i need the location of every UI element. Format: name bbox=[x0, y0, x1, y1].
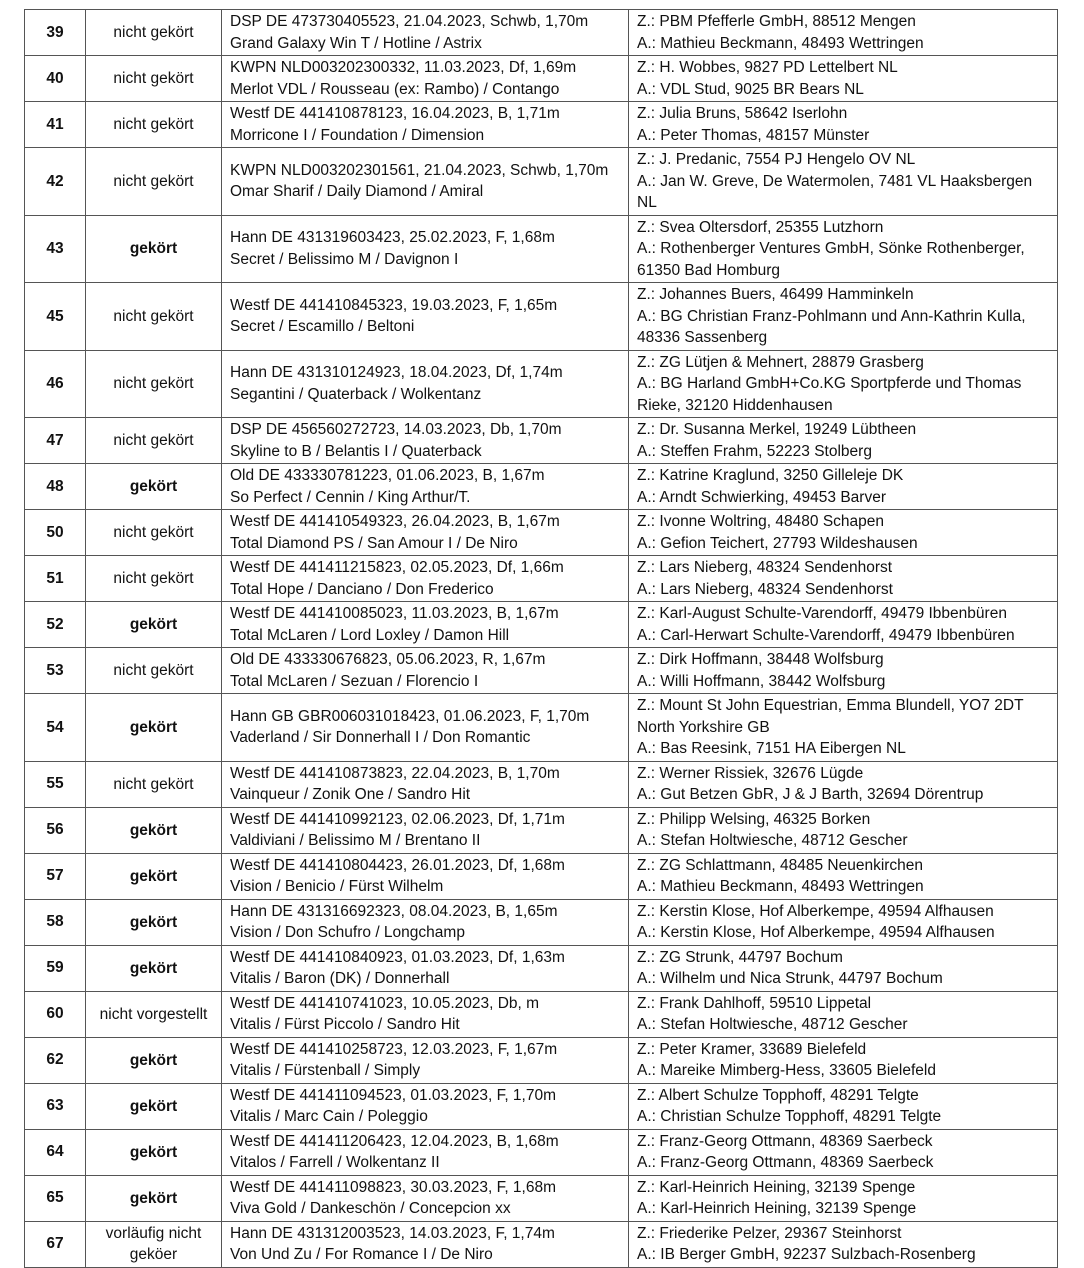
licensing-status-text: gekört bbox=[129, 1097, 178, 1115]
breeder-line: Z.: ZG Schlattmann, 48485 Neuenkirchen bbox=[637, 856, 924, 874]
breeder-exhibitor bbox=[629, 350, 1058, 418]
licensing-status-text: gekört bbox=[129, 240, 178, 258]
exhibitor-line: A.: Carl-Herwart Schulte-Varendorff, 49479 Ibbenbüren bbox=[637, 626, 1015, 644]
exhibitor-line: A.: Mathieu Beckmann, 48493 Wettringen bbox=[637, 878, 924, 895]
exhibitor-line: A.: Lars Nieberg, 48324 Sendenhorst bbox=[637, 580, 893, 598]
licensing-status bbox=[86, 10, 222, 56]
licensing-status bbox=[86, 102, 222, 148]
horse-details bbox=[222, 510, 629, 556]
table-row bbox=[25, 807, 1058, 853]
breeder-line: Z.: PBM Pfefferle GmbH, 88512 Mengen bbox=[637, 13, 916, 30]
licensing-status-text: nicht gekört bbox=[113, 524, 194, 541]
horse-registration-line: Westf DE 441410085023, 11.03.2023, B, 1,67m bbox=[230, 605, 559, 622]
catalog-number: 51 bbox=[25, 556, 86, 602]
catalog-number: 42 bbox=[25, 148, 86, 216]
results-table bbox=[24, 9, 1058, 1268]
horse-registration-line: Westf DE 441410845323, 19.03.2023, F, 1,65m bbox=[230, 296, 558, 314]
breeder-exhibitor bbox=[629, 648, 1058, 694]
horse-details bbox=[222, 56, 629, 102]
breeder-exhibitor bbox=[629, 602, 1058, 648]
horse-details bbox=[222, 148, 629, 216]
catalog-number: 59 bbox=[25, 945, 86, 991]
exhibitor-line: A.: Kerstin Klose, Hof Alberkempe, 49594 Alfhausen bbox=[637, 924, 995, 941]
horse-pedigree-line: Morricone I / Foundation / Dimension bbox=[230, 126, 485, 144]
horse-details bbox=[222, 283, 629, 351]
catalog-number: 55 bbox=[25, 761, 86, 807]
table-row bbox=[25, 464, 1058, 510]
breeder-line: Z.: Lars Nieberg, 48324 Sendenhorst bbox=[637, 559, 893, 576]
licensing-status bbox=[86, 464, 222, 510]
breeder-exhibitor bbox=[629, 1129, 1058, 1175]
exhibitor-line: A.: Karl-Heinrich Heining, 32139 Spenge bbox=[637, 1200, 917, 1217]
horse-details bbox=[222, 807, 629, 853]
breeder-exhibitor bbox=[629, 694, 1058, 762]
catalog-number: 56 bbox=[25, 807, 86, 853]
horse-registration-line: Hann DE 431319603423, 25.02.2023, F, 1,68m bbox=[230, 229, 555, 247]
licensing-status bbox=[86, 991, 222, 1037]
licensing-status-text: nicht gekört bbox=[113, 375, 194, 393]
horse-pedigree-line: Total Diamond PS / San Amour I / De Niro bbox=[230, 534, 518, 552]
horse-registration-line: KWPN NLD003202300332, 11.03.2023, Df, 1,69m bbox=[230, 59, 577, 76]
licensing-status-text: gekört bbox=[129, 913, 178, 931]
catalog-number: 63 bbox=[25, 1083, 86, 1129]
horse-details bbox=[222, 1037, 629, 1083]
table-row bbox=[25, 350, 1058, 418]
licensing-status bbox=[86, 556, 222, 602]
breeder-line: Z.: Svea Oltersdorf, 25355 Lutzhorn bbox=[637, 218, 884, 236]
exhibitor-line: A.: BG Christian Franz-Pohlmann und Ann-Kathrin Kulla, 48336 Sassenberg bbox=[637, 307, 1026, 346]
horse-registration-line: Westf DE 441411215823, 02.05.2023, Df, 1,66m bbox=[230, 559, 564, 576]
licensing-status-text: gekört bbox=[129, 1189, 178, 1207]
exhibitor-line: A.: Gefion Teichert, 27793 Wildeshausen bbox=[637, 534, 918, 552]
horse-details bbox=[222, 418, 629, 464]
licensing-status-text: gekört bbox=[129, 616, 178, 633]
horse-registration-line: Westf DE 441411206423, 12.04.2023, B, 1,68m bbox=[230, 1132, 559, 1150]
horse-registration-line: DSP DE 456560272723, 14.03.2023, Db, 1,70m bbox=[230, 421, 562, 438]
breeder-exhibitor bbox=[629, 1083, 1058, 1129]
licensing-status bbox=[86, 1083, 222, 1129]
horse-registration-line: DSP DE 473730405523, 21.04.2023, Schwb, 1,70m bbox=[230, 13, 589, 30]
breeder-exhibitor bbox=[629, 945, 1058, 991]
horse-registration-line: Hann DE 431310124923, 18.04.2023, Df, 1,74m bbox=[230, 364, 563, 382]
licensing-status bbox=[86, 853, 222, 899]
breeder-exhibitor bbox=[629, 899, 1058, 945]
licensing-status-text: nicht gekört bbox=[113, 570, 194, 587]
breeder-line: Z.: ZG Strunk, 44797 Bochum bbox=[637, 948, 843, 966]
horse-pedigree-line: Grand Galaxy Win T / Hotline / Astrix bbox=[230, 34, 482, 52]
horse-pedigree-line: Vitalos / Farrell / Wolkentanz II bbox=[230, 1154, 440, 1171]
horse-details bbox=[222, 102, 629, 148]
horse-registration-line: Westf DE 441410840923, 01.03.2023, Df, 1,63m bbox=[230, 948, 565, 966]
breeder-exhibitor bbox=[629, 102, 1058, 148]
horse-registration-line: Westf DE 441410741023, 10.05.2023, Db, m bbox=[230, 994, 540, 1012]
exhibitor-line: A.: Peter Thomas, 48157 Münster bbox=[637, 126, 870, 144]
catalog-number: 64 bbox=[25, 1129, 86, 1175]
licensing-status bbox=[86, 945, 222, 991]
breeder-exhibitor bbox=[629, 853, 1058, 899]
licensing-status-text: gekört bbox=[129, 959, 178, 977]
licensing-status-text: gekört bbox=[129, 1143, 178, 1161]
horse-pedigree-line: Segantini / Quaterback / Wolkentanz bbox=[230, 385, 482, 403]
catalog-number: 41 bbox=[25, 102, 86, 148]
horse-details bbox=[222, 1175, 629, 1221]
breeder-exhibitor bbox=[629, 283, 1058, 351]
breeder-line: Z.: Friederike Pelzer, 29367 Steinhorst bbox=[637, 1224, 902, 1242]
breeder-line: Z.: Albert Schulze Topphoff, 48291 Telgte bbox=[637, 1086, 919, 1104]
table-row bbox=[25, 283, 1058, 351]
catalog-number: 45 bbox=[25, 283, 86, 351]
horse-details bbox=[222, 1083, 629, 1129]
licensing-status-text: nicht gekört bbox=[113, 662, 194, 679]
catalog-number: 65 bbox=[25, 1175, 86, 1221]
licensing-status bbox=[86, 148, 222, 216]
licensing-status bbox=[86, 602, 222, 648]
licensing-status-text: nicht gekört bbox=[113, 775, 194, 793]
breeder-line: Z.: Mount St John Equestrian, Emma Blundell, YO7 2DT North Yorkshire GB bbox=[637, 697, 1024, 736]
breeder-exhibitor bbox=[629, 215, 1058, 283]
breeder-line: Z.: Peter Kramer, 33689 Bielefeld bbox=[637, 1040, 867, 1058]
catalog-number: 58 bbox=[25, 899, 86, 945]
licensing-status-text: nicht gekört bbox=[113, 116, 194, 133]
exhibitor-line: A.: BG Harland GmbH+Co.KG Sportpferde und Thomas Rieke, 32120 Hiddenhausen bbox=[637, 375, 1022, 414]
horse-details bbox=[222, 350, 629, 418]
horse-pedigree-line: Total Hope / Danciano / Don Frederico bbox=[230, 580, 494, 598]
table-row bbox=[25, 602, 1058, 648]
licensing-status bbox=[86, 761, 222, 807]
breeder-line: Z.: Katrine Kraglund, 3250 Gilleleje DK bbox=[637, 467, 904, 484]
breeder-exhibitor bbox=[629, 1221, 1058, 1267]
breeder-exhibitor bbox=[629, 510, 1058, 556]
horse-pedigree-line: Vainqueur / Zonik One / Sandro Hit bbox=[230, 786, 471, 803]
table-row bbox=[25, 1221, 1058, 1267]
breeder-exhibitor bbox=[629, 1175, 1058, 1221]
exhibitor-line: A.: Gut Betzen GbR, J & J Barth, 32694 Dörentrup bbox=[637, 786, 984, 803]
horse-pedigree-line: Vitalis / Fürst Piccolo / Sandro Hit bbox=[230, 1016, 460, 1033]
horse-details bbox=[222, 1221, 629, 1267]
horse-pedigree-line: Valdiviani / Belissimo M / Brentano II bbox=[230, 832, 481, 849]
licensing-status bbox=[86, 418, 222, 464]
exhibitor-line: A.: Christian Schulze Topphoff, 48291 Telgte bbox=[637, 1108, 942, 1125]
horse-registration-line: Westf DE 441410873823, 22.04.2023, B, 1,70m bbox=[230, 764, 560, 782]
horse-pedigree-line: Secret / Belissimo M / Davignon I bbox=[230, 250, 459, 268]
horse-registration-line: Hann GB GBR006031018423, 01.06.2023, F, 1,70m bbox=[230, 707, 590, 725]
table-row bbox=[25, 418, 1058, 464]
exhibitor-line: A.: Bas Reesink, 7151 HA Eibergen NL bbox=[637, 740, 906, 757]
breeder-exhibitor bbox=[629, 991, 1058, 1037]
catalog-number: 43 bbox=[25, 215, 86, 283]
licensing-status-text: gekört bbox=[129, 821, 178, 839]
horse-details bbox=[222, 761, 629, 807]
horse-details bbox=[222, 853, 629, 899]
breeder-line: Z.: ZG Lütjen & Mehnert, 28879 Grasberg bbox=[637, 353, 924, 371]
breeder-line: Z.: Dirk Hoffmann, 38448 Wolfsburg bbox=[637, 651, 884, 668]
horse-details bbox=[222, 694, 629, 762]
licensing-status-text: gekört bbox=[129, 867, 178, 885]
licensing-status-text: vorläufig nicht geköer bbox=[105, 1225, 202, 1263]
licensing-status bbox=[86, 648, 222, 694]
catalog-number: 67 bbox=[25, 1221, 86, 1267]
breeder-exhibitor bbox=[629, 56, 1058, 102]
licensing-status-text: nicht gekört bbox=[113, 70, 194, 87]
breeder-line: Z.: Philipp Welsing, 46325 Borken bbox=[637, 810, 871, 828]
licensing-status-text: gekört bbox=[129, 1051, 178, 1069]
horse-registration-line: Westf DE 441411094523, 01.03.2023, F, 1,70m bbox=[230, 1086, 557, 1104]
catalog-number: 48 bbox=[25, 464, 86, 510]
exhibitor-line: A.: Stefan Holtwiesche, 48712 Gescher bbox=[637, 832, 908, 849]
table-row bbox=[25, 853, 1058, 899]
licensing-status-text: nicht gekört bbox=[113, 172, 194, 190]
licensing-status bbox=[86, 694, 222, 762]
horse-registration-line: Hann DE 431312003523, 14.03.2023, F, 1,74m bbox=[230, 1224, 555, 1242]
breeder-line: Z.: Ivonne Woltring, 48480 Schapen bbox=[637, 513, 885, 530]
licensing-status bbox=[86, 899, 222, 945]
horse-pedigree-line: Merlot VDL / Rousseau (ex: Rambo) / Contango bbox=[230, 80, 560, 98]
horse-details bbox=[222, 215, 629, 283]
table-row bbox=[25, 1175, 1058, 1221]
horse-pedigree-line: Vision / Don Schufro / Longchamp bbox=[230, 924, 465, 941]
horse-details bbox=[222, 1129, 629, 1175]
exhibitor-line: A.: Mareike Mimberg-Hess, 33605 Bielefeld bbox=[637, 1062, 936, 1079]
table-row bbox=[25, 1037, 1058, 1083]
breeder-exhibitor bbox=[629, 10, 1058, 56]
horse-pedigree-line: Vitalis / Baron (DK) / Donnerhall bbox=[230, 970, 450, 987]
breeder-line: Z.: Werner Rissiek, 32676 Lügde bbox=[637, 764, 864, 782]
horse-pedigree-line: Omar Sharif / Daily Diamond / Amiral bbox=[230, 183, 484, 201]
horse-registration-line: Westf DE 441410992123, 02.06.2023, Df, 1,71m bbox=[230, 810, 565, 828]
results-table-body bbox=[25, 10, 1058, 1268]
table-row bbox=[25, 148, 1058, 216]
licensing-status bbox=[86, 807, 222, 853]
horse-registration-line: Westf DE 441410549323, 26.04.2023, B, 1,67m bbox=[230, 513, 560, 530]
horse-pedigree-line: Secret / Escamillo / Beltoni bbox=[230, 318, 415, 336]
horse-details bbox=[222, 556, 629, 602]
exhibitor-line: A.: Mathieu Beckmann, 48493 Wettringen bbox=[637, 34, 924, 52]
catalog-number: 46 bbox=[25, 350, 86, 418]
catalog-number: 47 bbox=[25, 418, 86, 464]
licensing-status-text: nicht vorgestellt bbox=[99, 1005, 208, 1023]
table-row bbox=[25, 510, 1058, 556]
horse-pedigree-line: Vitalis / Marc Cain / Poleggio bbox=[230, 1108, 428, 1125]
table-row bbox=[25, 945, 1058, 991]
horse-pedigree-line: Von Und Zu / For Romance I / De Niro bbox=[230, 1246, 493, 1263]
horse-registration-line: KWPN NLD003202301561, 21.04.2023, Schwb, 1,70m bbox=[230, 161, 609, 179]
breeder-line: Z.: Karl-Heinrich Heining, 32139 Spenge bbox=[637, 1178, 916, 1196]
catalog-number: 39 bbox=[25, 10, 86, 56]
exhibitor-line: A.: Willi Hoffmann, 38442 Wolfsburg bbox=[637, 672, 886, 690]
table-row bbox=[25, 1129, 1058, 1175]
exhibitor-line: A.: Jan W. Greve, De Watermolen, 7481 VL Haaksbergen NL bbox=[637, 172, 1033, 211]
table-row bbox=[25, 556, 1058, 602]
breeder-exhibitor bbox=[629, 761, 1058, 807]
breeder-exhibitor bbox=[629, 148, 1058, 216]
horse-details bbox=[222, 602, 629, 648]
exhibitor-line: A.: Steffen Frahm, 52223 Stolberg bbox=[637, 442, 872, 460]
breeder-line: Z.: Karl-August Schulte-Varendorff, 49479 Ibbenbüren bbox=[637, 605, 1007, 622]
horse-pedigree-line: Vision / Benicio / Fürst Wilhelm bbox=[230, 878, 444, 895]
catalog-number: 54 bbox=[25, 694, 86, 762]
licensing-status bbox=[86, 1221, 222, 1267]
licensing-status-text: nicht gekört bbox=[113, 432, 194, 449]
licensing-status bbox=[86, 350, 222, 418]
breeder-line: Z.: H. Wobbes, 9827 PD Lettelbert NL bbox=[637, 59, 898, 76]
horse-details bbox=[222, 945, 629, 991]
exhibitor-line: A.: Franz-Georg Ottmann, 48369 Saerbeck bbox=[637, 1154, 934, 1171]
licensing-status bbox=[86, 283, 222, 351]
catalog-number: 53 bbox=[25, 648, 86, 694]
breeder-exhibitor bbox=[629, 807, 1058, 853]
horse-details bbox=[222, 648, 629, 694]
catalog-number: 50 bbox=[25, 510, 86, 556]
breeder-line: Z.: Dr. Susanna Merkel, 19249 Lübtheen bbox=[637, 421, 917, 438]
breeder-line: Z.: Franz-Georg Ottmann, 48369 Saerbeck bbox=[637, 1132, 933, 1150]
licensing-status-text: nicht gekört bbox=[113, 307, 194, 325]
breeder-line: Z.: Johannes Buers, 46499 Hamminkeln bbox=[637, 286, 914, 303]
table-row bbox=[25, 56, 1058, 102]
licensing-status bbox=[86, 215, 222, 283]
horse-pedigree-line: Skyline to B / Belantis I / Quaterback bbox=[230, 442, 482, 460]
horse-pedigree-line: Total McLaren / Lord Loxley / Damon Hill bbox=[230, 626, 510, 644]
horse-details bbox=[222, 899, 629, 945]
table-row bbox=[25, 761, 1058, 807]
horse-details bbox=[222, 10, 629, 56]
exhibitor-line: A.: Wilhelm und Nica Strunk, 44797 Bochum bbox=[637, 970, 943, 987]
table-row bbox=[25, 215, 1058, 283]
table-row bbox=[25, 899, 1058, 945]
table-row bbox=[25, 648, 1058, 694]
licensing-status-text: gekört bbox=[129, 718, 178, 736]
exhibitor-line: A.: Rothenberger Ventures GmbH, Sönke Rothenberger, 61350 Bad Homburg bbox=[637, 240, 1025, 279]
breeder-line: Z.: Kerstin Klose, Hof Alberkempe, 49594 Alfhausen bbox=[637, 902, 994, 920]
catalog-number: 40 bbox=[25, 56, 86, 102]
horse-registration-line: Westf DE 441410878123, 16.04.2023, B, 1,71m bbox=[230, 105, 560, 122]
licensing-status bbox=[86, 56, 222, 102]
horse-registration-line: Westf DE 441410258723, 12.03.2023, F, 1,67m bbox=[230, 1040, 558, 1058]
breeder-line: Z.: Julia Bruns, 58642 Iserlohn bbox=[637, 105, 848, 122]
catalog-number: 57 bbox=[25, 853, 86, 899]
horse-pedigree-line: Vaderland / Sir Donnerhall I / Don Romantic bbox=[230, 729, 531, 747]
breeder-line: Z.: Frank Dahlhoff, 59510 Lippetal bbox=[637, 994, 872, 1012]
horse-pedigree-line: Total McLaren / Sezuan / Florencio I bbox=[230, 672, 479, 690]
breeder-line: Z.: J. Predanic, 7554 PJ Hengelo OV NL bbox=[637, 151, 916, 168]
horse-registration-line: Hann DE 431316692323, 08.04.2023, B, 1,65m bbox=[230, 902, 558, 920]
licensing-status-text: gekört bbox=[129, 478, 178, 495]
horse-registration-line: Westf DE 441411098823, 30.03.2023, F, 1,68m bbox=[230, 1178, 557, 1196]
catalog-number: 60 bbox=[25, 991, 86, 1037]
licensing-status-text: nicht gekört bbox=[113, 24, 194, 41]
exhibitor-line: A.: Stefan Holtwiesche, 48712 Gescher bbox=[637, 1016, 908, 1033]
breeder-exhibitor bbox=[629, 1037, 1058, 1083]
horse-registration-line: Old DE 433330781223, 01.06.2023, B, 1,67m bbox=[230, 467, 545, 484]
table-row bbox=[25, 1083, 1058, 1129]
catalog-number: 62 bbox=[25, 1037, 86, 1083]
catalog-number: 52 bbox=[25, 602, 86, 648]
exhibitor-line: A.: Arndt Schwierking, 49453 Barver bbox=[637, 488, 886, 506]
breeder-exhibitor bbox=[629, 464, 1058, 510]
table-row bbox=[25, 10, 1058, 56]
horse-pedigree-line: Viva Gold / Dankeschön / Concepcion xx bbox=[230, 1200, 511, 1217]
horse-pedigree-line: So Perfect / Cennin / King Arthur/T. bbox=[230, 488, 471, 506]
exhibitor-line: A.: VDL Stud, 9025 BR Bears NL bbox=[637, 80, 864, 98]
licensing-status bbox=[86, 1175, 222, 1221]
table-row bbox=[25, 991, 1058, 1037]
table-row bbox=[25, 694, 1058, 762]
breeder-exhibitor bbox=[629, 418, 1058, 464]
horse-registration-line: Old DE 433330676823, 05.06.2023, R, 1,67m bbox=[230, 651, 546, 668]
licensing-status bbox=[86, 510, 222, 556]
horse-details bbox=[222, 464, 629, 510]
horse-details bbox=[222, 991, 629, 1037]
horse-pedigree-line: Vitalis / Fürstenball / Simply bbox=[230, 1062, 421, 1079]
licensing-status bbox=[86, 1129, 222, 1175]
breeder-exhibitor bbox=[629, 556, 1058, 602]
table-row bbox=[25, 102, 1058, 148]
horse-registration-line: Westf DE 441410804423, 26.01.2023, Df, 1,68m bbox=[230, 856, 565, 874]
licensing-status bbox=[86, 1037, 222, 1083]
exhibitor-line: A.: IB Berger GmbH, 92237 Sulzbach-Rosenberg bbox=[637, 1246, 976, 1263]
